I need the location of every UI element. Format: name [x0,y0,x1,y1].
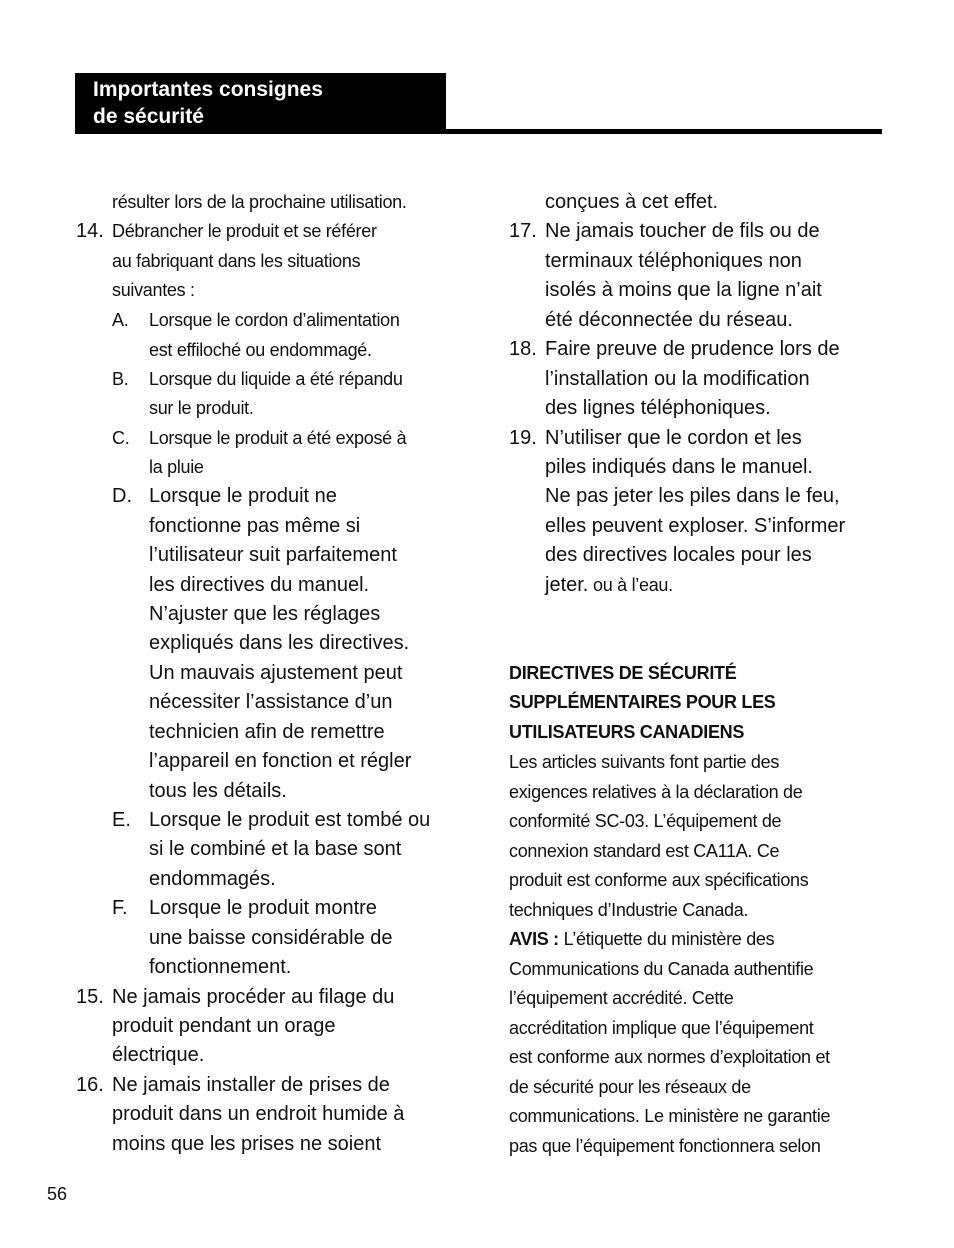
item19-line: N’utiliser que le cordon et les [545,427,802,449]
avis-line: l’équipement accrédité. Cette [509,988,734,1008]
item19-number: 19. [509,427,537,449]
sub-item-d-line: Lorsque le produit ne [149,485,337,507]
avis-line: de sécurité pour les réseaux de [509,1077,751,1097]
item19-line-part: ou à l’eau. [588,575,673,595]
sub-item-letter: F. [112,897,128,919]
sub-item-f-line: une baisse considérable de [149,927,393,949]
avis-line: accréditation implique que l’équipement [509,1018,814,1038]
sub-item-f-line: Lorsque le produit montre [149,897,377,919]
sub-item-a-line: Lorsque le cordon d’alimentation [149,310,400,330]
sub-item-d-line: expliqués dans les directives. [149,632,410,654]
sub-item-c-line: la pluie [149,457,204,477]
sub-item-letter: A. [112,310,129,330]
item15-line: Ne jamais procéder au filage du [112,986,395,1008]
item16-line: moins que les prises ne soient [112,1133,382,1155]
sub-item-d-line: N’ajuster que les réglages [149,603,381,625]
item16-continuation: conçues à cet effet. [545,191,719,213]
sub-item-e-line: Lorsque le produit est tombé ou [149,809,431,831]
paragraph-line: produit est conforme aux spécifications [509,870,809,890]
item19-line: Ne pas jeter les piles dans le feu, [545,485,840,507]
item13-continuation: résulter lors de la prochaine utilisation. [112,192,407,212]
item16-number: 16. [76,1074,104,1096]
item18-line: Faire preuve de prudence lors de [545,338,840,360]
section-heading-line: SUPPLÉMENTAIRES POUR LES [509,692,776,712]
sub-item-e-line: si le combiné et la base sont [149,838,402,860]
sub-item-letter: E. [112,809,131,831]
sub-item-d-line: technicien afin de remettre [149,721,385,743]
item19-line: piles indiqués dans le manuel. [545,456,813,478]
sub-item-d-line: l’appareil en fonction et régler [149,750,412,772]
avis-line: pas que l’équipement fonctionnera selon [509,1136,821,1156]
item17-line: Ne jamais toucher de fils ou de [545,220,820,242]
header-title-line1: Importantes consignes [93,78,323,101]
avis-label: AVIS : [509,929,559,949]
sub-item-letter: D. [112,485,132,507]
sub-item-c-line: Lorsque le produit a été exposé à [149,428,407,448]
avis-line: Communications du Canada authentifie [509,959,814,979]
sub-item-d-line: les directives du manuel. [149,574,370,596]
sub-item-letter: B. [112,369,129,389]
item14-line: Débrancher le produit et se référer [112,221,377,241]
item14-line: suivantes : [112,280,195,300]
sub-item-f-line: fonctionnement. [149,956,292,978]
item15-number: 15. [76,986,104,1008]
item16-line: Ne jamais installer de prises de [112,1074,390,1096]
avis-line [509,927,774,951]
sub-item-d-line: tous les détails. [149,780,287,802]
paragraph-line: conformité SC-03. L’équipement de [509,811,782,831]
paragraph-line: Les articles suivants font partie des [509,752,780,772]
header-rule [446,129,882,134]
item19-line: des directives locales pour les [545,544,812,566]
sub-item-b-line: Lorsque du liquide a été répandu [149,369,403,389]
sub-item-d-line: fonctionne pas même si [149,515,361,537]
item17-number: 17. [509,220,537,242]
sub-item-d-line: Un mauvais ajustement peut [149,662,403,684]
item14-number: 14. [76,220,104,242]
item17-line: été déconnectée du réseau. [545,309,793,331]
paragraph-line: techniques d’Industrie Canada. [509,900,749,920]
sub-item-b-line: sur le produit. [149,398,254,418]
page-number: 56 [47,1184,68,1204]
sub-item-d-line: nécessiter l’assistance d’un [149,691,393,713]
section-header-title [93,76,323,130]
section-heading-line: UTILISATEURS CANADIENS [509,722,745,742]
item18-line: l’installation ou la modification [545,368,810,390]
item18-line: des lignes téléphoniques. [545,397,771,419]
avis-line: est conforme aux normes d’exploitation et [509,1047,830,1067]
header-title-line2: de sécurité [93,105,204,128]
sub-item-d-line: l’utilisateur suit parfaitement [149,544,397,566]
item17-line: terminaux téléphoniques non [545,250,802,272]
item16-line: produit dans un endroit humide à [112,1103,405,1125]
avis-text: L’étiquette du ministère des [558,929,775,949]
item15-line: électrique. [112,1044,205,1066]
avis-line: communications. Le ministère ne garantie [509,1106,831,1126]
item17-line: isolés à moins que la ligne n’ait [545,279,822,301]
item19-line-part: jeter. [545,574,589,596]
sub-item-a-line: est effiloché ou endommagé. [149,340,372,360]
paragraph-line: connexion standard est CA11A. Ce [509,841,780,861]
sub-item-letter: C. [112,428,130,448]
paragraph-line: exigences relatives à la déclaration de [509,782,803,802]
item19-line: elles peuvent exploser. S’informer [545,515,846,537]
item19-line [545,573,673,597]
section-heading-line: DIRECTIVES DE SÉCURITÉ [509,663,737,683]
sub-item-e-line: endommagés. [149,868,276,890]
item14-line: au fabriquant dans les situations [112,251,361,271]
item18-number: 18. [509,338,537,360]
item15-line: produit pendant un orage [112,1015,336,1037]
